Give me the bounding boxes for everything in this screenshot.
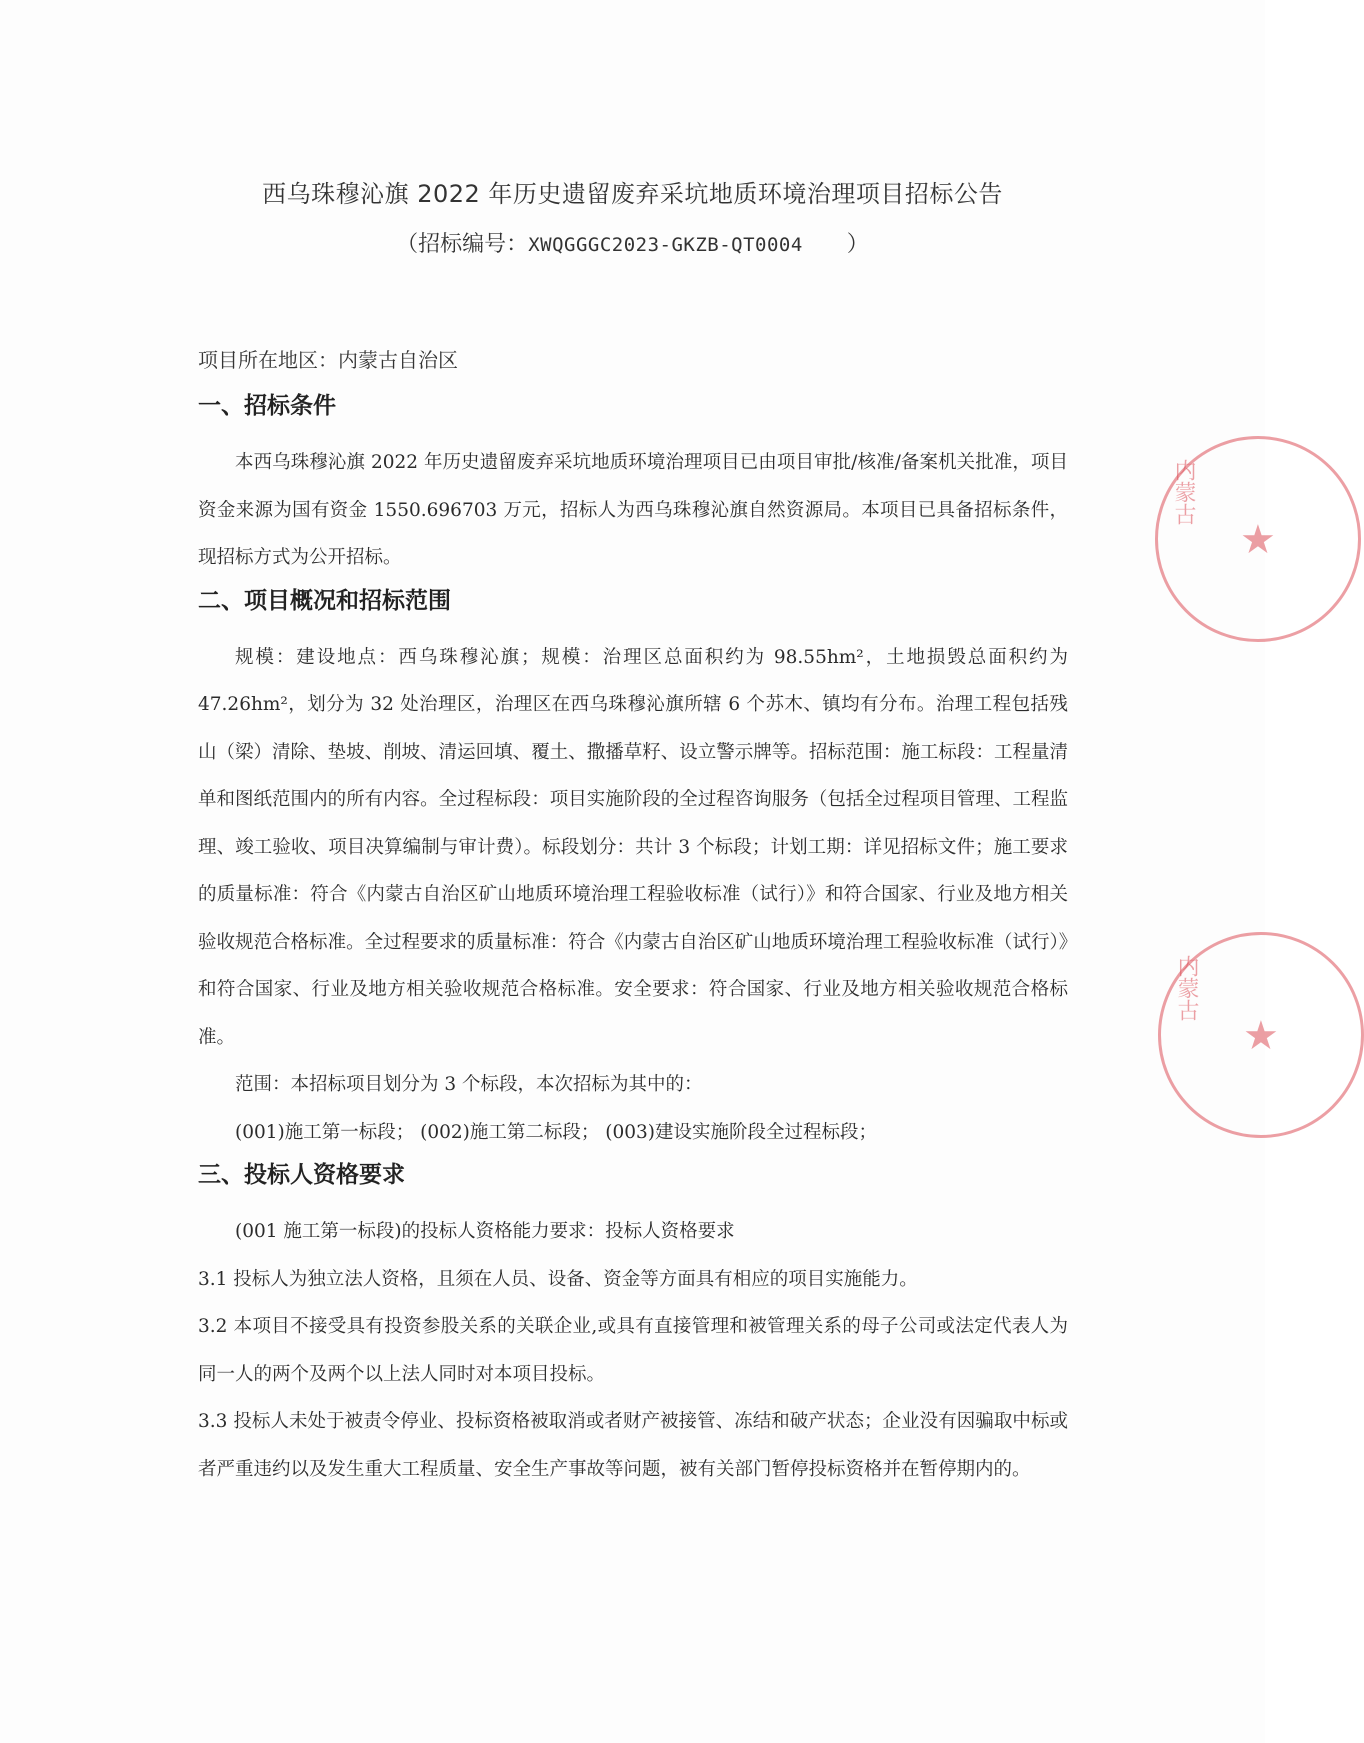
seal-star-icon: ★ (1243, 1013, 1279, 1059)
bid-number-prefix: （招标编号： (396, 232, 529, 257)
official-seal-stamp (1155, 436, 1361, 642)
bid-number-suffix: ） (846, 232, 869, 257)
project-region: 项目所在地区：内蒙古自治区 (198, 348, 458, 372)
document-body (198, 345, 1068, 1493)
lots-paragraph: (001)施工第一标段； (002)施工第二标段； (003)建设实施阶段全过程标段； (235, 1121, 878, 1143)
qualification-item: 3.1 投标人为独立法人资格，且须在人员、设备、资金等方面具有相应的项目实施能力。 (198, 1268, 918, 1290)
official-seal-stamp (1158, 932, 1364, 1138)
section-heading-bidder-qualifications: 三、投标人资格要求 (198, 1162, 405, 1188)
seal-text: 内蒙古 (1171, 459, 1196, 525)
project-overview-paragraph: 规模：建设地点：西乌珠穆沁旗；规模：治理区总面积约为 98.55hm²，土地损毁总面积约为 47.26hm²，划分为 32 处治理区，治理区在西乌珠穆沁旗所辖 6 个苏木、镇均有分布。治理工程包括残山（梁）清除、垫坡、削坡、清运回填、覆土、撒播草籽、设立警示牌等。招标范围：施工标段：工程量清单和图纸范围内的所有内容。全过程标段：项目实施阶段的全过程咨询服务（包括全过程项目管理、工程监理、竣工验收、项目决算编制与审计费）。标段划分：共计 3 个标段；计划工期：详见招标文件；施工要求的质量标准：符合《内蒙古自治区矿山地质环境治理工程验收标准（试行）》和符合国家、行业及地方相关验收规范合格标准。全过程要求的质量标准：符合《内蒙古自治区矿山地质环境治理工程验收标准（试行）》和符合国家、行业及地方相关验收规范合格标准。安全要求：符合国家、行业及地方相关验收规范合格标准。 (198, 646, 1068, 1048)
qualification-intro: (001 施工第一标段)的投标人资格能力要求：投标人资格要求 (235, 1221, 735, 1242)
document-title: 西乌珠穆沁旗 2022 年历史遗留废弃采坑地质环境治理项目招标公告 (262, 180, 1003, 208)
qualification-item: 3.3 投标人未处于被责令停业、投标资格被取消或者财产被接管、冻结和破产状态；企业没有因骗取中标或者严重违约以及发生重大工程质量、安全生产事故等问题，被有关部门暂停投标资格并在暂停期内的。 (198, 1411, 1068, 1480)
section-heading-project-overview: 二、项目概况和招标范围 (198, 587, 451, 614)
seal-star-icon: ★ (1240, 517, 1276, 563)
bid-conditions-paragraph: 本西乌珠穆沁旗 2022 年历史遗留废弃采坑地质环境治理项目已由项目审批/核准/备案机关批准，项目资金来源为国有资金 1550.696703 万元，招标人为西乌珠穆沁旗自然资源局。本项目已具备招标条件，现招标方式为公开招标。 (198, 452, 1068, 568)
seal-text: 内蒙古 (1174, 955, 1199, 1021)
bid-number-code: XWQGGGC2023-GKZB-QT0004 (528, 234, 803, 256)
qualification-item: 3.2 本项目不接受具有投资参股关系的关联企业,或具有直接管理和被管理关系的母子公司或法定代表人为同一人的两个及两个以上法人同时对本项目投标。 (198, 1316, 1068, 1385)
section-heading-bid-conditions: 一、招标条件 (198, 393, 336, 419)
bid-number-line (0, 227, 1265, 258)
scope-paragraph: 范围：本招标项目划分为 3 个标段，本次招标为其中的： (235, 1074, 703, 1095)
